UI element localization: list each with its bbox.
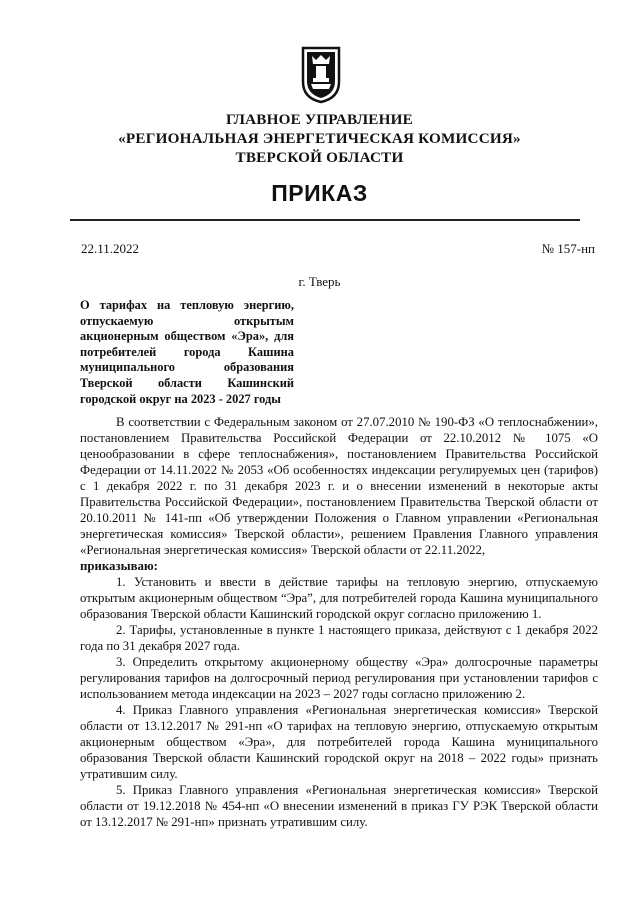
document-date: 22.11.2022	[81, 241, 140, 256]
tver-coat-of-arms-icon	[300, 42, 342, 104]
order-word: приказываю:	[80, 559, 158, 573]
document-body	[80, 414, 598, 830]
order-item-5: 5. Приказ Главного управления «Региональная энергетическая комиссия» Тверской области от 19.12.2018 № 454-нп «О внесении изменений в приказ ГУ РЭК Тверской области от 13.12.2017 № 291-нп» признать утратившим силу.	[80, 783, 598, 829]
header-line-3: ТВЕРСКОЙ ОБЛАСТИ	[235, 149, 404, 166]
document-number: № 157-нп	[541, 241, 595, 256]
order-item-4: 4. Приказ Главного управления «Региональная энергетическая комиссия» Тверской области от 13.12.2017 № 291-нп «О тарифах на тепловую энергию, отпускаемую открытым акционерным обществом «Эра», для потребителей города Кашина муниципального образования Тверской области Кашинский городской округ на 2018 – 2022 годы» признать утратившим силу.	[80, 703, 598, 781]
order-item-2: 2. Тарифы, установленные в пункте 1 настоящего приказа, действуют с 1 декабря 2022 года по 31 декабря 2027 года.	[80, 623, 598, 653]
document-city: г. Тверь	[298, 274, 341, 289]
order-item-1: 1. Установить и ввести в действие тарифы на тепловую энергию, отпускаемую открытым акционерным обществом “Эра”, для потребителей города Кашина муниципального образования Тверской области Кашинский городской округ согласно приложению 1.	[80, 575, 598, 621]
document-title: ПРИКАЗ	[271, 180, 368, 206]
order-item-3: 3. Определить открытому акционерному обществу «Эра» долгосрочные параметры регулирования тарифов на долгосрочный период регулирования при установлении тарифов с использованием метода индексации на 2023 – 2027 годы согласно приложению 2.	[80, 655, 598, 701]
title-divider	[70, 219, 580, 221]
header-line-2: «РЕГИОНАЛЬНАЯ ЭНЕРГЕТИЧЕСКАЯ КОМИССИЯ»	[118, 130, 521, 147]
header-line-1: ГЛАВНОЕ УПРАВЛЕНИЕ	[226, 111, 413, 128]
preamble-paragraph: В соответствии с Федеральным законом от 27.07.2010 № 190-ФЗ «О теплоснабжении», постановлением Правительства Российской Федерации от 22.10.2012 № 1075 «О ценообразовании в сфере теплоснабжения», постановлением Правительства Российской Федерации от 14.11.2022 № 2053 «Об особенностях индексации регулируемых цен (тарифов) с 1 декабря 2022 г. по 31 декабря 2023 г. и о внесении изменений в некоторые акты Правительства Российской Федерации», постановлением Правительства Тверской области от 20.10.2011 № 141-пп «Об утверждении Положения о Главном управлении «Региональная энергетическая комиссия» Тверской области», решением Правления Главного управления «Региональная энергетическая комиссия» Тверской области от 22.11.2022,	[80, 415, 598, 557]
document-subject: О тарифах на тепловую энергию, отпускаемую открытым акционерным обществом «Эра», для потребителей города Кашина муниципального образования Тверской области Кашинский городской округ на 2023 - 2027 годы	[80, 298, 294, 406]
issuer-header	[0, 110, 639, 167]
